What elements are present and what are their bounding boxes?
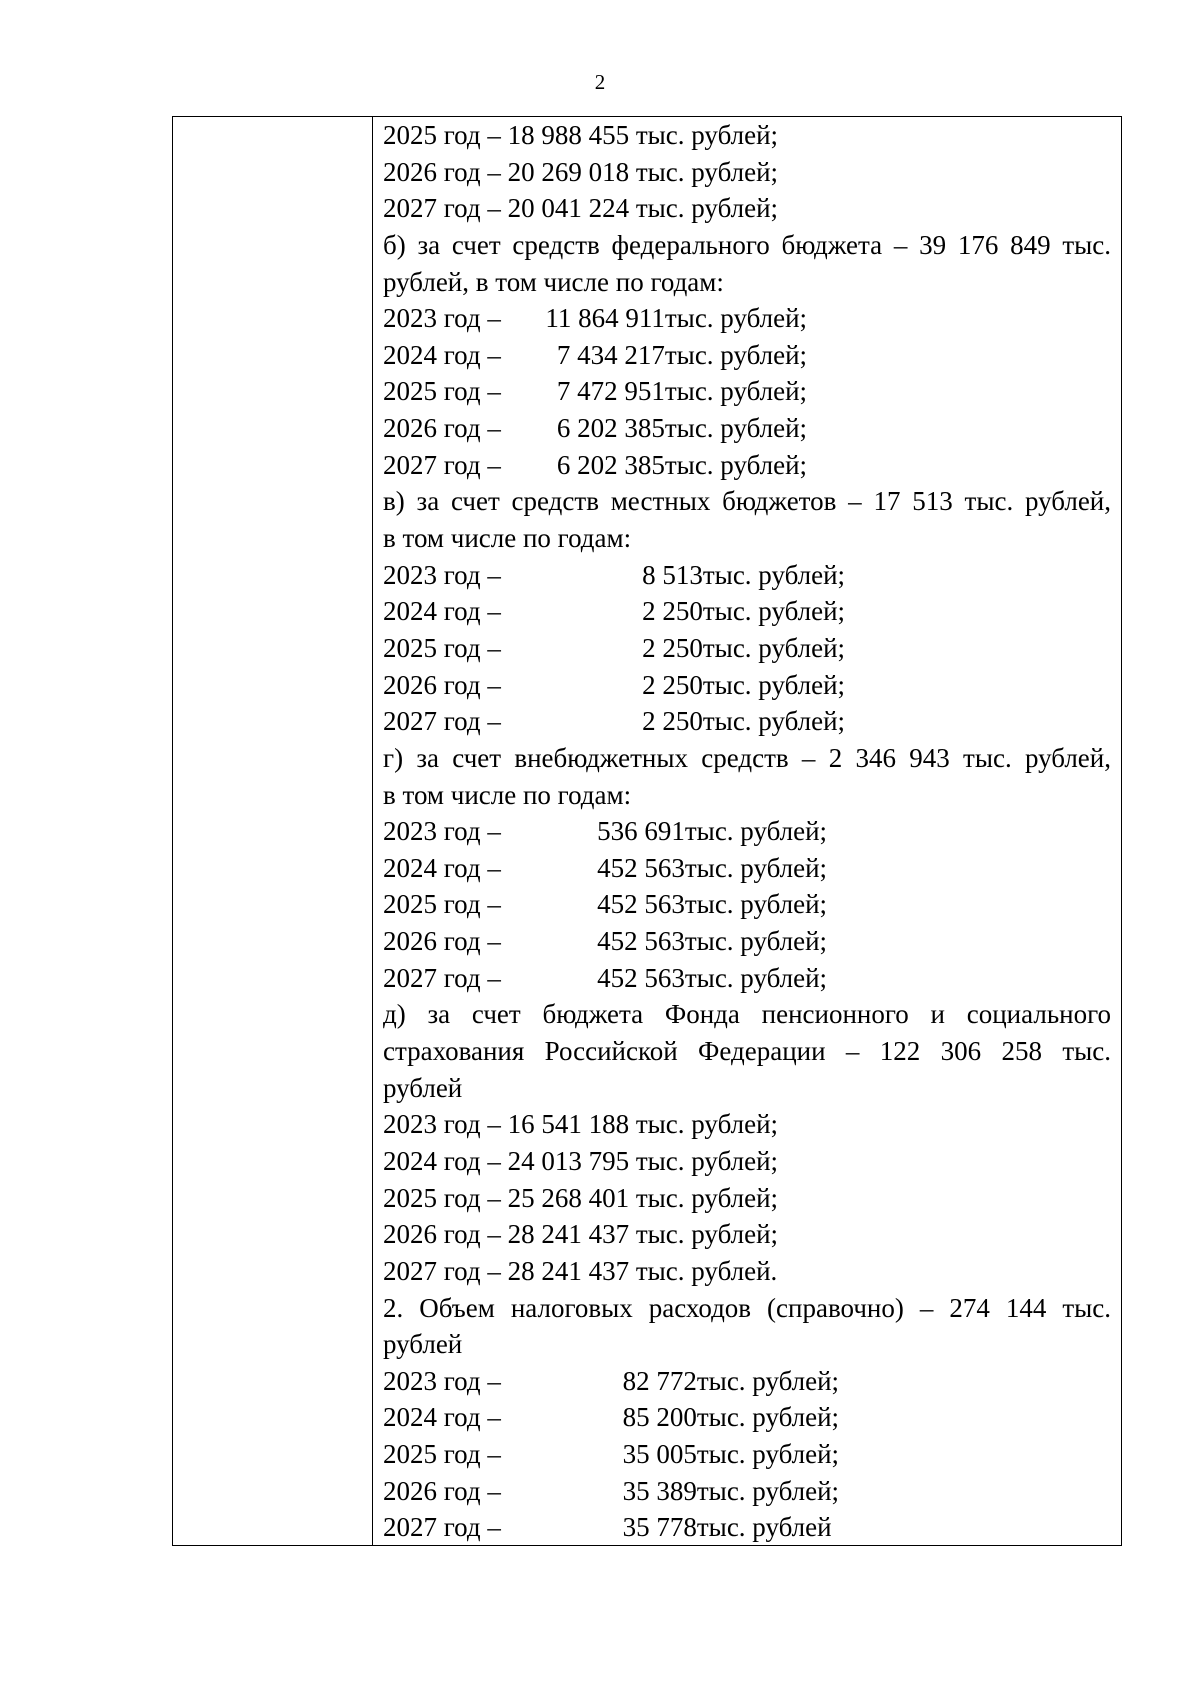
amount-value: 7 472 951 [556,376,665,407]
year-row [383,630,1111,667]
table-right-cell [373,117,1121,1545]
amount-unit: тыс. рублей; [696,1439,840,1470]
year-row [383,447,1111,484]
amount-unit: тыс. рублей; [696,1365,840,1396]
year-label: 2026 год – [383,413,501,444]
amount-value: 85 200 [622,1402,697,1433]
amount-unit: тыс. рублей; [702,706,846,737]
text-line: 2026 год – 20 269 018 тыс. рублей; [383,156,779,187]
amount-unit: тыс. рублей; [664,449,808,480]
amount-unit: тыс. рублей; [684,926,828,957]
text-line: 2027 год – 20 041 224 тыс. рублей; [383,193,779,224]
text-line: 2024 год – 24 013 795 тыс. рублей; [383,1145,779,1176]
year-label: 2027 год – [383,706,501,737]
text-line: 2027 год – 28 241 437 тыс. рублей. [383,1255,778,1286]
year-row [383,1509,1111,1546]
year-row [383,1436,1111,1473]
page-number: 2 [594,70,606,94]
amount-unit: тыс. рублей; [696,1475,840,1506]
section-heading-pension-fund: д) за счет бюджета Фонда пенсионного и социального [383,999,1111,1030]
section-heading-federal-cont: рублей, в том числе по годам: [383,266,724,297]
section-heading-local-cont: в том числе по годам: [383,523,632,554]
year-label: 2025 год – [383,376,501,407]
amount-unit: тыс. рублей; [702,632,846,663]
year-row [383,703,1111,740]
amount-unit: тыс. рублей [696,1512,832,1543]
year-label: 2026 год – [383,669,501,700]
amount-value: 35 005 [622,1439,697,1470]
amount-value: 82 772 [622,1365,697,1396]
text-line: 2026 год – 28 241 437 тыс. рублей; [383,1219,779,1250]
amount-value: 452 563 [597,889,685,920]
section-heading-extrabudget: г) за счет внебюджетных средств – 2 346 943 тыс. рублей, [383,742,1111,773]
section-heading-tax: 2. Объем налоговых расходов (справочно) – 274 144 тыс. [383,1292,1111,1323]
year-row [383,1363,1111,1400]
amount-value: 35 389 [622,1475,697,1506]
funding-table [172,116,1122,1546]
amount-value: 35 778 [622,1512,697,1543]
amount-unit: тыс. рублей; [664,376,808,407]
year-row [383,923,1111,960]
year-label: 2023 год – [383,816,501,847]
section-heading-local: в) за счет средств местных бюджетов – 17 513 тыс. рублей, [383,486,1111,517]
amount-unit: тыс. рублей; [664,413,808,444]
year-row [383,886,1111,923]
amount-value: 452 563 [597,962,685,993]
year-row [383,813,1111,850]
year-label: 2025 год – [383,1439,501,1470]
amount-value: 6 202 385 [556,413,665,444]
amount-unit: тыс. рублей; [684,889,828,920]
amount-unit: тыс. рублей; [684,852,828,883]
year-row [383,300,1111,337]
amount-unit: тыс. рублей; [702,559,846,590]
amount-unit: тыс. рублей; [684,962,828,993]
year-label: 2025 год – [383,632,501,663]
year-row [383,373,1111,410]
amount-value: 11 864 911 [545,303,665,334]
year-row [383,1399,1111,1436]
amount-unit: тыс. рублей; [664,303,808,334]
amount-value: 2 250 [642,706,703,737]
year-row [383,1473,1111,1510]
amount-value: 2 250 [642,632,703,663]
section-heading-pension-fund-cont: страхования Российской Федерации – 122 306 258 тыс. [383,1036,1111,1067]
year-label: 2023 год – [383,303,501,334]
text-line: 2025 год – 25 268 401 тыс. рублей; [383,1182,779,1213]
year-label: 2023 год – [383,1365,501,1396]
amount-unit: тыс. рублей; [696,1402,840,1433]
amount-value: 452 563 [597,852,685,883]
amount-value: 8 513 [642,559,703,590]
year-row [383,593,1111,630]
year-label: 2027 год – [383,449,501,480]
amount-value: 2 250 [642,669,703,700]
amount-unit: тыс. рублей; [702,596,846,627]
amount-value: 6 202 385 [556,449,665,480]
section-heading-tax-cont: рублей [383,1329,463,1360]
year-label: 2027 год – [383,962,501,993]
amount-unit: тыс. рублей; [684,816,828,847]
amount-value: 2 250 [642,596,703,627]
text-line: 2025 год – 18 988 455 тыс. рублей; [383,120,779,150]
year-label: 2026 год – [383,1475,501,1506]
year-row [383,337,1111,374]
section-heading-extrabudget-cont: в том числе по годам: [383,779,632,810]
year-label: 2026 год – [383,926,501,957]
year-row [383,410,1111,447]
amount-value: 536 691 [597,816,685,847]
year-label: 2027 год – [383,1512,501,1543]
amount-value: 7 434 217 [556,339,665,370]
year-label: 2024 год – [383,339,501,370]
year-label: 2024 год – [383,596,501,627]
amount-unit: тыс. рублей; [664,339,808,370]
amount-value: 452 563 [597,926,685,957]
text-line: 2023 год – 16 541 188 тыс. рублей; [383,1109,779,1140]
year-label: 2024 год – [383,1402,501,1433]
section-heading-federal: б) за счет средств федерального бюджета – 39 176 849 тыс. [383,229,1111,260]
year-row [383,667,1111,704]
year-row [383,557,1111,594]
year-label: 2023 год – [383,559,501,590]
amount-unit: тыс. рублей; [702,669,846,700]
year-label: 2025 год – [383,889,501,920]
table-left-cell [173,117,373,1545]
section-heading-pension-fund-end: рублей [383,1072,463,1103]
year-row [383,850,1111,887]
year-label: 2024 год – [383,852,501,883]
year-row [383,960,1111,997]
